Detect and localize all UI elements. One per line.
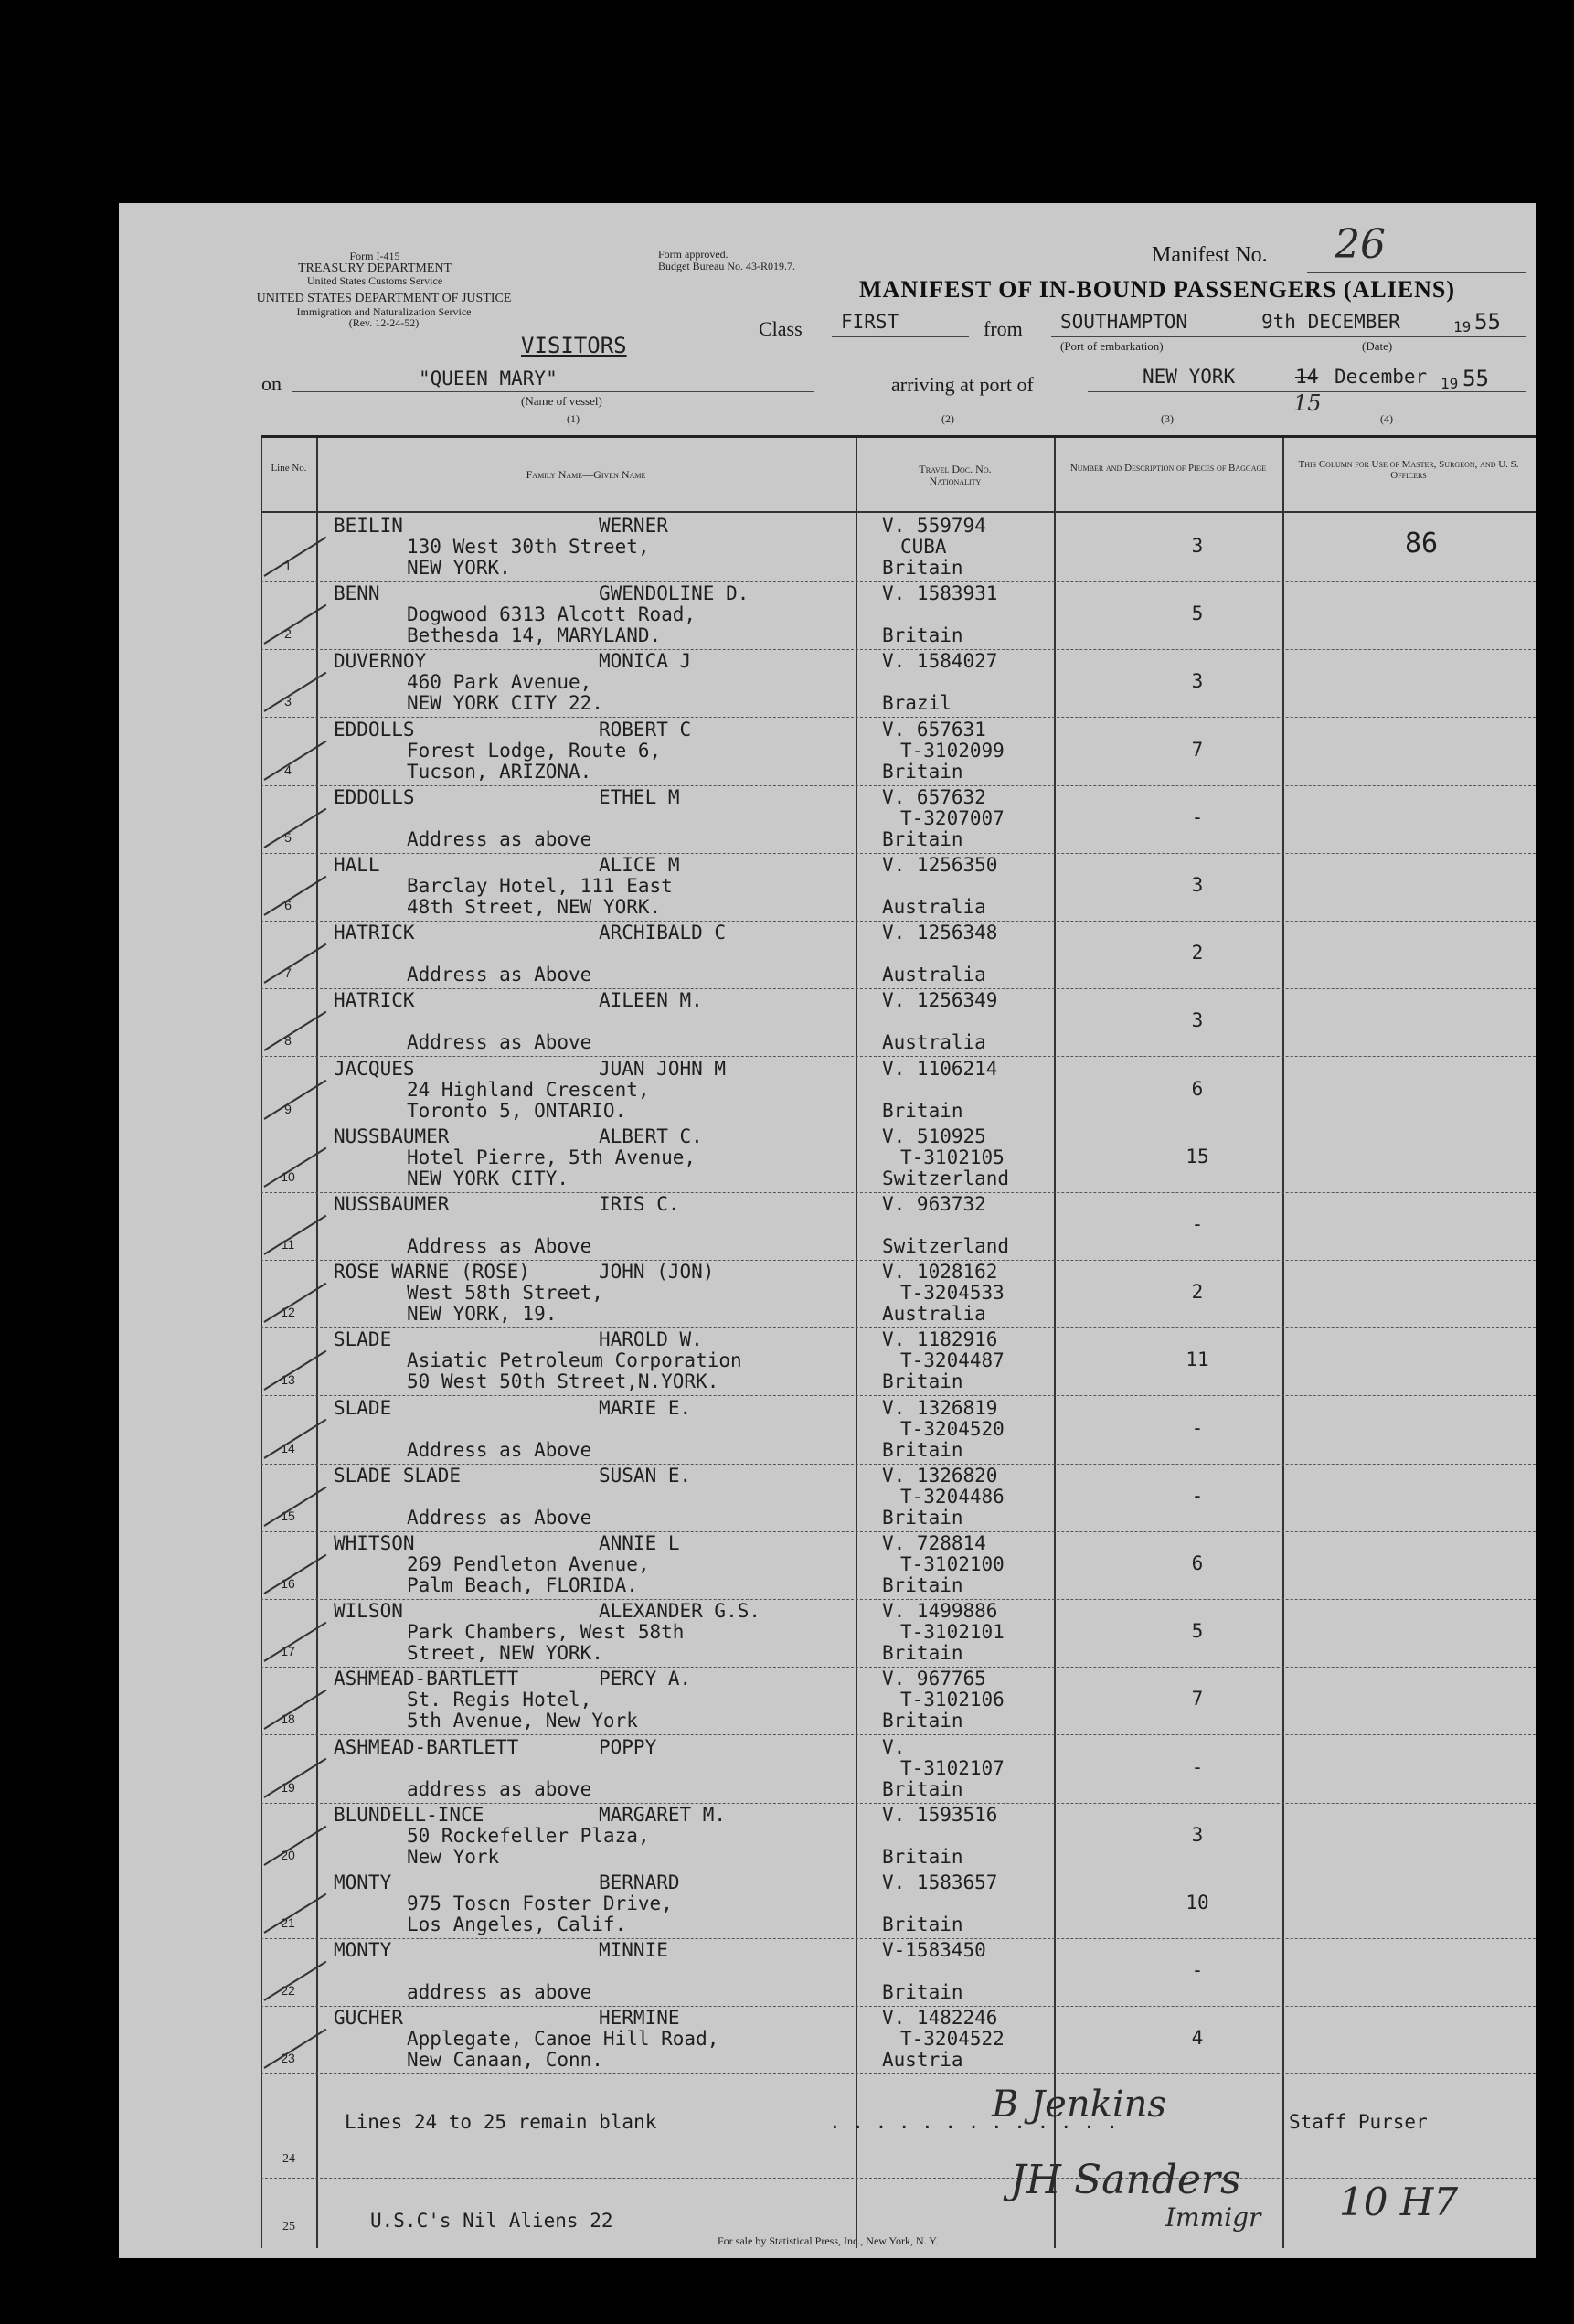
- on-label: on: [261, 372, 282, 395]
- family-name: ASHMEAD-BARTLETT: [334, 1668, 519, 1690]
- arrival-day-struck: 14: [1295, 366, 1319, 388]
- line-number: 10: [281, 1168, 295, 1184]
- nationality: Australia: [882, 1303, 986, 1326]
- family-name: BLUNDELL-INCE: [334, 1803, 484, 1826]
- from-value: SOUTHAMPTON: [1060, 311, 1188, 333]
- treasury-dept: TREASURY DEPARTMENT: [297, 261, 452, 275]
- travel-doc-2: T-3204522: [900, 2028, 1005, 2051]
- travel-doc: V. 1256349: [882, 989, 998, 1012]
- given-name: JUAN JOHN M: [599, 1057, 727, 1080]
- line-number: 18: [281, 1711, 295, 1727]
- staff-purser: Staff Purser: [1289, 2111, 1428, 2133]
- given-name: ANNIE L: [599, 1532, 680, 1554]
- given-name: ARCHIBALD C: [599, 922, 727, 944]
- category-visitors: VISITORS: [521, 333, 627, 358]
- address-line-1: Hotel Pierre, 5th Avenue,: [407, 1146, 697, 1168]
- baggage-count: 3: [1191, 874, 1204, 896]
- given-name: ETHEL M: [599, 785, 680, 808]
- manifest-page: [119, 203, 1536, 2258]
- address-line-1: West 58th Street,: [407, 1282, 603, 1305]
- nationality: Britain: [882, 1710, 963, 1732]
- nationality: Britain: [882, 1845, 963, 1868]
- line-24-rule: [261, 2178, 1536, 2179]
- family-name: BEILIN: [334, 515, 403, 537]
- line-number: 17: [281, 1644, 295, 1659]
- purser-signature: B Jenkins: [992, 2084, 1166, 2126]
- travel-doc: V. 1326820: [882, 1464, 998, 1487]
- travel-doc: V. 1482246: [882, 2007, 998, 2030]
- line-number: 14: [281, 1440, 295, 1455]
- officer-title: Immigr: [1165, 2202, 1261, 2233]
- family-name: HALL: [334, 854, 380, 876]
- manifest-no-value: 26: [1335, 221, 1386, 268]
- address-line-2: address as above: [407, 1777, 592, 1800]
- baggage-count: -: [1191, 1416, 1204, 1439]
- travel-doc: V. 1583931: [882, 582, 998, 605]
- officer-signature: JH Sanders: [1010, 2157, 1241, 2203]
- table-row: [261, 2007, 1536, 2074]
- line-number: 5: [284, 829, 292, 845]
- travel-doc-2: T-3207007: [900, 806, 1005, 829]
- address-line-1: Applegate, Canoe Hill Road,: [407, 2028, 719, 2051]
- given-name: ALICE M: [599, 854, 680, 876]
- nationality: Britain: [882, 557, 963, 579]
- from-label: from: [984, 317, 1023, 340]
- family-name: ASHMEAD-BARTLETT: [334, 1735, 519, 1758]
- given-name: MINNIE: [599, 1939, 668, 1962]
- embark-caption: (Port of embarkation): [1060, 339, 1164, 353]
- given-name: GWENDOLINE D.: [599, 582, 750, 605]
- address-line-1: 24 Highland Crescent,: [407, 1078, 650, 1101]
- family-name: MONTY: [334, 1939, 392, 1962]
- address-line-1: 130 West 30th Street,: [407, 536, 650, 558]
- table-row: [261, 650, 1536, 718]
- table-row: [261, 1328, 1536, 1396]
- line-number: 15: [281, 1508, 295, 1523]
- nationality: Austria: [882, 2049, 963, 2072]
- justice-header: [256, 293, 512, 329]
- line-number: 13: [281, 1372, 295, 1388]
- family-name: NUSSBAUMER: [334, 1193, 450, 1215]
- family-name: GUCHER: [334, 2007, 403, 2030]
- address-line-2: Address as Above: [407, 964, 592, 986]
- table-row: [261, 1532, 1536, 1600]
- address-line-2: NEW YORK, 19.: [407, 1303, 558, 1326]
- header-officers: This Column for Use of Master, Surgeon, and U. S. Officers: [1298, 459, 1519, 481]
- blank-lines-dots: . . . . . . . . . . . . .: [829, 2111, 1119, 2133]
- header-doc: Travel Doc. No. Nationality: [919, 463, 992, 487]
- travel-doc-2: T-3102106: [900, 1689, 1005, 1711]
- line-number: 23: [281, 2051, 295, 2066]
- baggage-count: 5: [1191, 1620, 1204, 1643]
- class-value: FIRST: [841, 311, 899, 333]
- address-line-2: 5th Avenue, New York: [407, 1710, 638, 1732]
- travel-doc: V. 1182916: [882, 1328, 998, 1351]
- travel-doc-2: T-3102105: [900, 1146, 1005, 1168]
- address-line-1: Asiatic Petroleum Corporation: [407, 1349, 742, 1372]
- travel-doc: V. 510925: [882, 1125, 986, 1147]
- address-line-1: St. Regis Hotel,: [407, 1689, 592, 1711]
- address-line-2: NEW YORK CITY 22.: [407, 692, 603, 715]
- address-line-1: 460 Park Avenue,: [407, 671, 592, 694]
- address-line-2: New Canaan, Conn.: [407, 2049, 603, 2072]
- travel-doc-2: T-3102099: [900, 739, 1005, 762]
- travel-doc-2: T-3204486: [900, 1485, 1005, 1508]
- nationality: Australia: [882, 1031, 986, 1054]
- address-line-2: Tucson, ARIZONA.: [407, 760, 592, 783]
- baggage-count: 3: [1191, 1823, 1204, 1846]
- line-number: 22: [281, 1983, 295, 1999]
- address-line-1: Barclay Hotel, 111 East: [407, 875, 673, 897]
- baggage-count: -: [1191, 805, 1204, 828]
- travel-doc: V. 963732: [882, 1193, 986, 1215]
- travel-doc: V. 1256348: [882, 922, 998, 944]
- address-line-2: NEW YORK CITY.: [407, 1167, 569, 1189]
- travel-doc-2: T-3204520: [900, 1417, 1005, 1440]
- header-baggage: Number and Description of Pieces of Baggage: [1069, 463, 1267, 474]
- class-label: Class: [759, 317, 803, 340]
- travel-doc: V-1583450: [882, 1939, 986, 1962]
- class-underline: [832, 336, 969, 337]
- table-row: [261, 1871, 1536, 1939]
- manifest-no-label: Manifest No.: [1152, 243, 1268, 267]
- given-name: WERNER: [599, 515, 668, 537]
- given-name: HERMINE: [599, 2007, 680, 2030]
- travel-doc-2: T-3102107: [900, 1756, 1005, 1779]
- baggage-count: 11: [1186, 1349, 1209, 1371]
- year-1: 55: [1474, 309, 1501, 335]
- baggage-count: 7: [1191, 738, 1204, 761]
- travel-doc: V. 1326819: [882, 1396, 998, 1419]
- baggage-count: -: [1191, 1755, 1204, 1778]
- nationality: Britain: [882, 1777, 963, 1800]
- line-number: 3: [284, 694, 292, 709]
- address-line-2: Address as above: [407, 827, 592, 850]
- travel-doc-2: T-3204533: [900, 1282, 1005, 1305]
- baggage-count: 6: [1191, 1077, 1204, 1100]
- manifest-table: [261, 435, 1536, 2248]
- nationality: Britain: [882, 1438, 963, 1461]
- table-row: [261, 1058, 1536, 1125]
- year-2: 55: [1462, 366, 1489, 391]
- address-line-2: Street, NEW YORK.: [407, 1642, 603, 1665]
- travel-doc-2: T-3204487: [900, 1349, 1005, 1372]
- line-number: 9: [284, 1101, 292, 1116]
- col-num-1: (1): [567, 412, 580, 425]
- line-number: 21: [281, 1915, 295, 1930]
- nationality: Britain: [882, 624, 963, 647]
- travel-doc: V.: [882, 1735, 906, 1758]
- col-num-3: (3): [1161, 412, 1174, 425]
- family-name: MONTY: [334, 1871, 392, 1893]
- baggage-count: -: [1191, 1213, 1204, 1235]
- given-name: ALEXANDER G.S.: [599, 1600, 761, 1623]
- table-row: [261, 1193, 1536, 1261]
- family-name: HATRICK: [334, 922, 415, 944]
- table-row: [261, 1736, 1536, 1804]
- address-line-1: 50 Rockefeller Plaza,: [407, 1824, 650, 1847]
- address-line-2: Address as Above: [407, 1506, 592, 1529]
- nationality: Britain: [882, 1981, 963, 2004]
- baggage-count: 3: [1191, 670, 1204, 693]
- vessel-caption: (Name of vessel): [521, 394, 602, 408]
- address-line-2: NEW YORK.: [407, 557, 511, 579]
- row-rule: [261, 2073, 1536, 2075]
- family-name: BENN: [334, 582, 380, 605]
- arrival-port: NEW YORK: [1143, 366, 1236, 388]
- baggage-count: -: [1191, 1959, 1204, 1982]
- customs-service: United States Customs Service: [306, 274, 443, 288]
- baggage-count: 4: [1191, 2027, 1204, 2050]
- family-name: SLADE: [334, 1396, 392, 1419]
- travel-doc-2: CUBA: [900, 536, 947, 558]
- nationality: Australia: [882, 896, 986, 918]
- family-name: WILSON: [334, 1600, 403, 1623]
- table-row: [261, 922, 1536, 989]
- usc-note: U.S.C's Nil Aliens 22: [370, 2210, 613, 2232]
- baggage-count: 2: [1191, 1281, 1204, 1304]
- nationality: Britain: [882, 1574, 963, 1596]
- arriving-label: arriving at port of: [891, 373, 1034, 396]
- travel-doc: V. 967765: [882, 1668, 986, 1690]
- nationality: Britain: [882, 827, 963, 850]
- nationality: Britain: [882, 760, 963, 783]
- address-line-2: Toronto 5, ONTARIO.: [407, 1099, 627, 1122]
- form-number: Form I-415: [349, 250, 400, 262]
- from-underline: [1051, 336, 1526, 337]
- travel-doc: V. 657631: [882, 718, 986, 741]
- line-number: 4: [284, 762, 292, 777]
- address-line-2: Palm Beach, FLORIDA.: [407, 1574, 638, 1596]
- table-row: [261, 515, 1536, 582]
- baggage-count: 5: [1191, 602, 1204, 625]
- line-number: 8: [284, 1033, 292, 1049]
- line-24-number: 24: [282, 2152, 295, 2166]
- travel-doc: V. 1106214: [882, 1057, 998, 1080]
- address-line-2: 48th Street, NEW YORK.: [407, 896, 662, 918]
- form-header-left: [256, 251, 494, 287]
- nationality: Britain: [882, 1506, 963, 1529]
- form-approved: Form approved.: [658, 248, 729, 261]
- baggage-count: 6: [1191, 1552, 1204, 1574]
- given-name: ROBERT C: [599, 718, 692, 741]
- nationality: Britain: [882, 1370, 963, 1393]
- address-line-2: Address as Above: [407, 1438, 592, 1461]
- baggage-count: -: [1191, 1484, 1204, 1507]
- given-name: MONICA J: [599, 650, 692, 673]
- family-name: EDDOLLS: [334, 718, 415, 741]
- port-underline: [1088, 391, 1526, 392]
- date-caption: (Date): [1362, 339, 1393, 353]
- address-line-1: 975 Toscn Foster Drive,: [407, 1892, 673, 1914]
- address-line-2: Bethesda 14, MARYLAND.: [407, 624, 662, 647]
- col-num-4: (4): [1380, 412, 1393, 425]
- table-row: [261, 719, 1536, 786]
- line-number: 7: [284, 965, 292, 981]
- address-line-1: Park Chambers, West 58th: [407, 1621, 685, 1644]
- budget-bureau: Budget Bureau No. 43-R019.7.: [658, 259, 795, 272]
- baggage-count: 15: [1186, 1145, 1209, 1167]
- travel-doc: V. 559794: [882, 515, 986, 537]
- travel-doc: V. 1028162: [882, 1261, 998, 1284]
- address-line-2: New York: [407, 1845, 500, 1868]
- baggage-count: 2: [1191, 942, 1204, 965]
- baggage-count: 3: [1191, 535, 1204, 557]
- table-row: [261, 1465, 1536, 1532]
- family-name: DUVERNOY: [334, 650, 427, 673]
- table-row: [261, 1939, 1536, 2007]
- justice-dept: UNITED STATES DEPARTMENT OF JUSTICE: [256, 292, 512, 305]
- line-number: 20: [281, 1847, 295, 1862]
- nationality: Britain: [882, 1914, 963, 1935]
- nationality: Australia: [882, 964, 986, 986]
- header-name: Family Name—Given Name: [526, 468, 646, 481]
- vessel-name: "QUEEN MARY": [419, 368, 558, 389]
- given-name: AILEEN M.: [599, 989, 703, 1012]
- nationality: Switzerland: [882, 1167, 1010, 1189]
- family-name: JACQUES: [334, 1057, 415, 1080]
- given-name: PERCY A.: [599, 1668, 692, 1690]
- line-25-number: 25: [282, 2220, 295, 2233]
- nationality: Switzerland: [882, 1235, 1010, 1257]
- table-row: [261, 786, 1536, 854]
- year-prefix-2: 19: [1441, 375, 1459, 392]
- table-row: [261, 1397, 1536, 1465]
- table-row: [261, 1668, 1536, 1735]
- approval-block: [658, 249, 877, 272]
- table-row: [261, 1261, 1536, 1328]
- header-bottom-line: [261, 511, 1536, 513]
- line-number: 2: [284, 626, 292, 642]
- baggage-count: 10: [1186, 1892, 1209, 1914]
- address-line-2: Address as Above: [407, 1031, 592, 1054]
- address-line-2: Address as Above: [407, 1235, 592, 1257]
- line-number: 11: [281, 1237, 295, 1252]
- manifest-no-underline: [1307, 272, 1526, 273]
- line-number: 6: [284, 898, 292, 912]
- address-line-2: Los Angeles, Calif.: [407, 1914, 627, 1935]
- arrival-day: 15: [1293, 390, 1322, 416]
- vessel-underline: [292, 391, 814, 392]
- table-row: [261, 582, 1536, 650]
- travel-doc: V. 1256350: [882, 854, 998, 876]
- line-number: 19: [281, 1779, 295, 1795]
- table-row: [261, 854, 1536, 922]
- given-name: SUSAN E.: [599, 1464, 692, 1487]
- given-name: IRIS C.: [599, 1193, 680, 1215]
- ins-service: Immigration and Naturalization Service: [296, 304, 472, 318]
- family-name: SLADE SLADE: [334, 1464, 462, 1487]
- revision: (Rev. 12-24-52): [348, 316, 420, 330]
- embark-date: 9th DECEMBER: [1261, 311, 1400, 333]
- given-name: JOHN (JON): [599, 1261, 715, 1284]
- travel-doc: V. 728814: [882, 1532, 986, 1554]
- blank-lines-note: Lines 24 to 25 remain blank: [345, 2111, 657, 2133]
- line-number: 12: [281, 1305, 295, 1320]
- given-name: ALBERT C.: [599, 1125, 703, 1147]
- given-name: MARGARET M.: [599, 1803, 727, 1826]
- family-name: ROSE WARNE (ROSE): [334, 1261, 530, 1284]
- address-line-2: 50 West 50th Street,N.YORK.: [407, 1370, 719, 1393]
- nationality: Britain: [882, 1099, 963, 1122]
- travel-doc: V. 1583657: [882, 1871, 998, 1893]
- header-line-no: Line No.: [271, 463, 307, 474]
- line-number: 1: [284, 559, 292, 573]
- address-line-2: address as above: [407, 1981, 592, 2004]
- table-row: [261, 1125, 1536, 1193]
- family-name: SLADE: [334, 1328, 392, 1351]
- given-name: POPPY: [599, 1735, 657, 1758]
- table-row: [261, 1804, 1536, 1871]
- address-line-1: 269 Pendleton Avenue,: [407, 1553, 650, 1575]
- travel-doc-2: T-3102101: [900, 1621, 1005, 1644]
- given-name: MARIE E.: [599, 1396, 692, 1419]
- travel-doc: V. 1584027: [882, 650, 998, 673]
- family-name: NUSSBAUMER: [334, 1125, 450, 1147]
- baggage-count: 7: [1191, 1688, 1204, 1711]
- given-name: HAROLD W.: [599, 1328, 703, 1351]
- baggage-count: 3: [1191, 1009, 1204, 1032]
- manifest-title: MANIFEST OF IN-BOUND PASSENGERS (ALIENS): [859, 276, 1456, 303]
- address-line-1: Forest Lodge, Route 6,: [407, 739, 662, 762]
- table-row: [261, 1600, 1536, 1668]
- travel-doc: V. 657632: [882, 785, 986, 808]
- printer-note: For sale by Statistical Press, Inc., New York, N. Y.: [718, 2234, 939, 2247]
- stamp-number: 10 H7: [1339, 2180, 1459, 2224]
- travel-doc-2: T-3102100: [900, 1553, 1005, 1575]
- col-num-2: (2): [941, 412, 954, 425]
- given-name: BERNARD: [599, 1871, 680, 1893]
- address-line-1: Dogwood 6313 Alcott Road,: [407, 603, 697, 626]
- year-prefix-1: 19: [1453, 318, 1472, 336]
- nationality: Britain: [882, 1642, 963, 1665]
- arrival-month: December: [1335, 366, 1428, 388]
- family-name: EDDOLLS: [334, 785, 415, 808]
- table-row: [261, 989, 1536, 1057]
- family-name: WHITSON: [334, 1532, 415, 1554]
- travel-doc: V. 1499886: [882, 1600, 998, 1623]
- travel-doc: V. 1593516: [882, 1803, 998, 1826]
- nationality: Brazil: [882, 692, 952, 715]
- line-number: 16: [281, 1576, 295, 1591]
- family-name: HATRICK: [334, 989, 415, 1012]
- officer-note: 86: [1404, 528, 1439, 560]
